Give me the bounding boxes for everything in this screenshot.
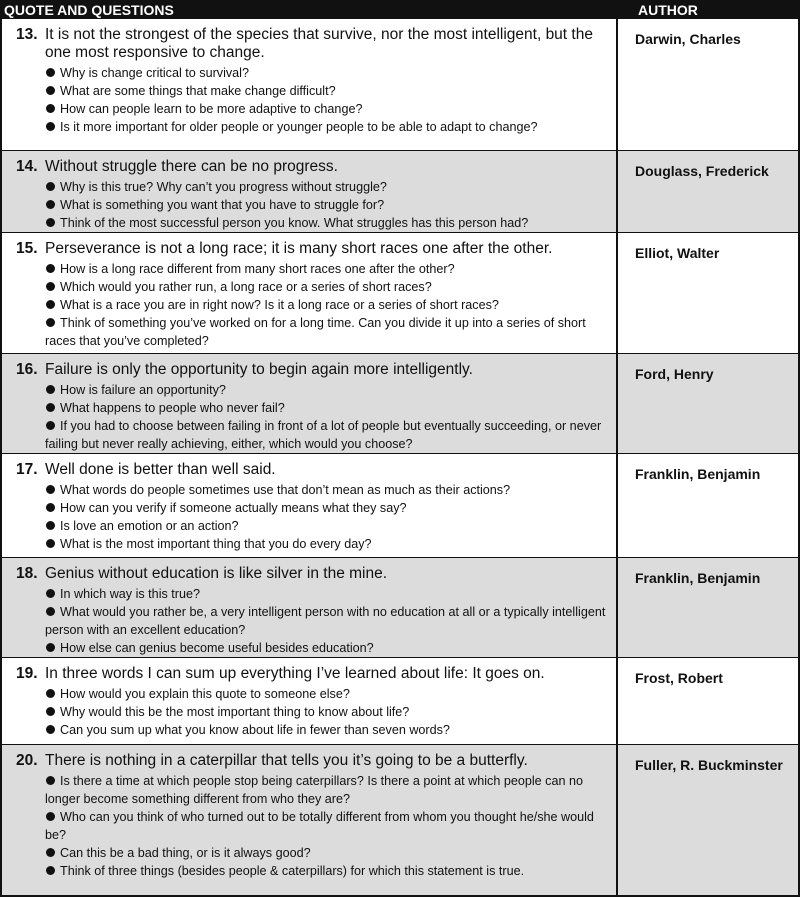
bullet-icon xyxy=(46,485,55,494)
question-item: Is there a time at which people stop being caterpillars? Is there a point at which people can no longer become something different from who they are? xyxy=(45,774,583,806)
quote-row-16 xyxy=(2,354,798,454)
bullet-icon xyxy=(46,643,55,652)
question-list xyxy=(16,481,610,553)
bullet-icon xyxy=(46,68,55,77)
quote-number: 15. xyxy=(16,240,38,257)
question-item: Is love an emotion or an action? xyxy=(45,517,610,535)
table-header xyxy=(2,0,798,19)
question-list xyxy=(16,64,610,136)
quote-row-17 xyxy=(2,454,798,558)
quote-number: 18. xyxy=(16,565,38,582)
bullet-icon xyxy=(46,539,55,548)
question-list xyxy=(16,585,610,657)
author-cell: Frost, Robert xyxy=(635,670,723,686)
bullet-icon xyxy=(46,300,55,309)
question-item: What are some things that make change difficult? xyxy=(45,82,610,100)
quote-text: It is not the strongest of the species that survive, nor the most intelligent, but the one most responsive to change. xyxy=(45,26,593,61)
question-item: How can people learn to be more adaptive to change? xyxy=(45,100,610,118)
bullet-icon xyxy=(46,218,55,227)
bullet-icon xyxy=(46,385,55,394)
quote-cell xyxy=(2,233,618,353)
quote-text: Perseverance is not a long race; it is many short races one after the other. xyxy=(45,240,553,257)
question-item: Think of something you’ve worked on for a long time. Can you divide it up into a series of short races that you’ve completed? xyxy=(45,316,586,348)
quote-number: 14. xyxy=(16,158,38,175)
question-item: How can you verify if someone actually means what they say? xyxy=(45,499,610,517)
question-item: What is something you want that you have to struggle for? xyxy=(45,196,610,214)
question-item: Think of the most successful person you know. What struggles has this person had? xyxy=(45,214,610,232)
bullet-icon xyxy=(46,725,55,734)
bullet-icon xyxy=(46,122,55,131)
question-item: What would you rather be, a very intelligent person with no education at all or a typically intelligent person with an excellent education? xyxy=(45,605,606,637)
question-item: In which way is this true? xyxy=(45,585,610,603)
bullet-icon xyxy=(46,264,55,273)
bullet-icon xyxy=(46,521,55,530)
bullet-icon xyxy=(46,776,55,785)
bullet-icon xyxy=(46,689,55,698)
question-item: Think of three things (besides people & caterpillars) for which this statement is true. xyxy=(45,862,610,880)
quote-number: 13. xyxy=(16,26,38,43)
question-list xyxy=(16,381,610,453)
question-item: What is a race you are in right now? Is it a long race or a series of short races? xyxy=(45,296,610,314)
quote-text: Without struggle there can be no progress. xyxy=(45,158,338,175)
question-list xyxy=(16,178,610,232)
quote-text: Genius without education is like silver in the mine. xyxy=(45,565,388,582)
quote-text: In three words I can sum up everything I’ve learned about life: It goes on. xyxy=(45,665,545,682)
question-list xyxy=(16,772,610,880)
quote-row-19 xyxy=(2,658,798,745)
quote-row-20 xyxy=(2,745,798,895)
question-item: If you had to choose between failing in front of a lot of people but eventually succeeding, or never failing but never really achieving, either, which would you choose? xyxy=(45,419,602,451)
bullet-icon xyxy=(46,318,55,327)
quote-row-18 xyxy=(2,558,798,658)
bullet-icon xyxy=(46,182,55,191)
question-list xyxy=(16,260,610,350)
bullet-icon xyxy=(46,200,55,209)
bullet-icon xyxy=(46,86,55,95)
quote-cell xyxy=(2,658,618,744)
question-item: Why is this true? Why can’t you progress without struggle? xyxy=(45,178,610,196)
author-cell: Douglass, Frederick xyxy=(635,163,769,179)
header-author: AUTHOR xyxy=(638,1,698,18)
bullet-icon xyxy=(46,421,55,430)
question-item: Can you sum up what you know about life in fewer than seven words? xyxy=(45,721,610,739)
question-item: Why would this be the most important thing to know about life? xyxy=(45,703,610,721)
bullet-icon xyxy=(46,589,55,598)
quote-text: Failure is only the opportunity to begin again more intelligently. xyxy=(45,361,473,378)
question-item: Why is change critical to survival? xyxy=(45,64,610,82)
bullet-icon xyxy=(46,104,55,113)
quote-number: 19. xyxy=(16,665,38,682)
bullet-icon xyxy=(46,403,55,412)
quote-row-15 xyxy=(2,233,798,354)
question-item: How is a long race different from many short races one after the other? xyxy=(45,260,610,278)
quote-row-14 xyxy=(2,151,798,233)
author-cell: Franklin, Benjamin xyxy=(635,466,761,482)
bullet-icon xyxy=(46,503,55,512)
quote-cell xyxy=(2,745,618,895)
question-item: How is failure an opportunity? xyxy=(45,381,610,399)
quote-cell xyxy=(2,354,618,453)
question-item: How else can genius become useful besides education? xyxy=(45,639,610,657)
quote-row-13 xyxy=(2,19,798,151)
bullet-icon xyxy=(46,812,55,821)
question-item: What is the most important thing that you do every day? xyxy=(45,535,610,553)
quote-number: 20. xyxy=(16,752,38,769)
question-list xyxy=(16,685,610,739)
bullet-icon xyxy=(46,282,55,291)
quote-number: 16. xyxy=(16,361,38,378)
author-cell: Fuller, R. Buckminster xyxy=(635,757,783,773)
quote-cell xyxy=(2,558,618,657)
quote-text: Well done is better than well said. xyxy=(45,461,276,478)
question-item: Can this be a bad thing, or is it always good? xyxy=(45,844,610,862)
question-item: What words do people sometimes use that don’t mean as much as their actions? xyxy=(45,481,610,499)
quote-number: 17. xyxy=(16,461,38,478)
question-item: Who can you think of who turned out to be totally different from whom you thought he/she would be? xyxy=(45,810,594,842)
author-cell: Darwin, Charles xyxy=(635,31,741,47)
question-item: Is it more important for older people or younger people to be able to adapt to change? xyxy=(45,118,610,136)
quote-cell xyxy=(2,454,618,557)
bullet-icon xyxy=(46,607,55,616)
quote-cell xyxy=(2,19,618,150)
header-quote-and-questions: QUOTE AND QUESTIONS xyxy=(4,1,174,18)
question-item: How would you explain this quote to someone else? xyxy=(45,685,610,703)
bullet-icon xyxy=(46,707,55,716)
author-cell: Franklin, Benjamin xyxy=(635,570,761,586)
quote-text: There is nothing in a caterpillar that tells you it’s going to be a butterfly. xyxy=(45,752,528,769)
author-cell: Elliot, Walter xyxy=(635,245,720,261)
question-item: What happens to people who never fail? xyxy=(45,399,610,417)
bullet-icon xyxy=(46,866,55,875)
question-item: Which would you rather run, a long race or a series of short races? xyxy=(45,278,610,296)
bullet-icon xyxy=(46,848,55,857)
quote-cell xyxy=(2,151,618,232)
author-cell: Ford, Henry xyxy=(635,366,714,382)
